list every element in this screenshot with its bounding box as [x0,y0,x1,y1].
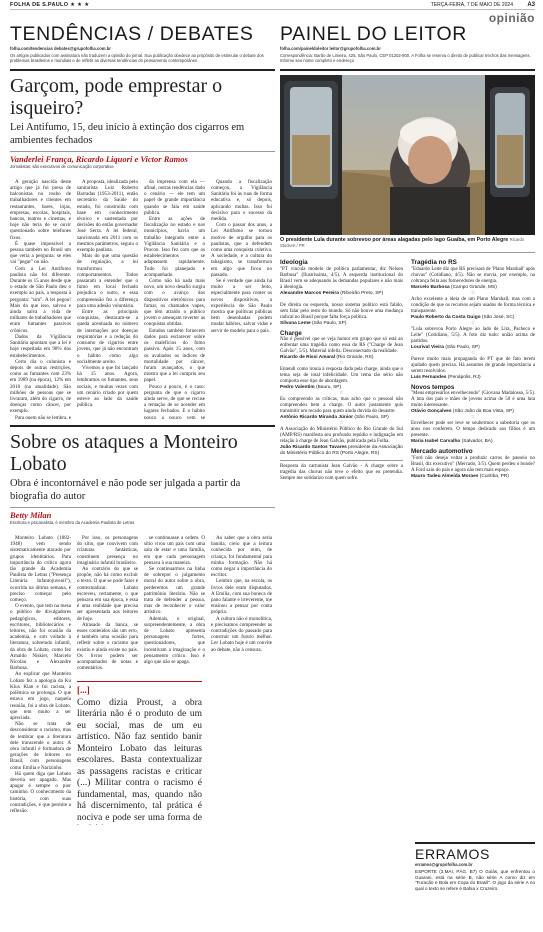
letter: Ideologia "PT vincula modelo de política parlamentar, diz Nelson Barbosa" (Ilustríssima, 4/5). A esquerda institucional do Brasil vem se adequando às demandas populares e não mais à ideologia. Alexandre Marcos Pereira (Ribeirão Preto, SP) [280,259,403,296]
painel-contact[interactable]: folha.com/paineldoleitor leitor@grupofolha.com.br [280,46,381,51]
article-2-title[interactable]: Sobre os ataques a Monteiro Lobato [10,430,238,475]
article-1-col-4: Quando a fiscalização começou, a Vigilância Sanitária foi às ruas de forma educativa e, só depois, aplicando multas. Isso foi decisivo para o sucesso da medida. Com o passar dos anos, a Lei Antifumo se tornou motivo de orgulho para os paulistas, que a defendem como uma conquista coletiva. A sociedade, e a cultura do tabagismo, se transformou em algo que ficou no passado. Se é verdade que ainda há muito a ser feito, especialmente para conter os novos dispositivos, a experiência de São Paulo mostra que políticas públicas bem desenhadas podem mudar hábitos, salvar vidas e servir de modelo para o país. [211,178,272,334]
letter: Parece muito mais propaganda do PT que de fato terem ajudado quem precisa. Há assuntos de grande importância a serem resolvidos. Luís Fernandes (Penápolis, RJ) [411,356,535,380]
letters-grid [280,256,535,776]
photo-caption-text: O presidente Lula durante sobrevoo por áreas alagadas pelo lago Guaíba, em Porto Alegre [280,236,509,243]
photo-credit: Ricardo Stuckert / PR [280,236,525,249]
article-2-col-3: se continuasse a ordem. O sítio virou um país com uma sala de estar e uma família, em que cada personagem pensava à sua maneira. Se continuarmos na linha de sobrepor o julgamento moral do autor sobre a obra, perderemos um grande patrimônio literário. Não se trata de defender a pessoa, mas de reconhecer o valor artístico. Ademais, o original, surpreendentemente, a obra de Lobato apresenta personagens fortes, questionadores, que incentivam a imaginação e o pensamento crítico. Isso é algo que não se apaga. [144,535,205,666]
letter: De direita ou esquerda, nosso sistema político está falido, sem falar pelo resto do mundo. Só não houve uma mudança radical no Brasil porque falta força política. Silvana Leme (São Paulo, SP) [280,302,403,326]
tendencias-column [10,24,275,825]
article-1-bio: Jornalistas; são executivos de comunicação corporativa [10,163,114,169]
letter: Envelhecer pode ser leve se soubermos a sabedoria que os anos nos conferem. O tempo dedicado aos filhos é um presente. Maria Isabel Carvalho (Salvador, BA) [411,421,535,445]
erramos-body: ESPORTE (3.MAI, PÁG. B7) O Goiás, que enfrentou o Guarani, está na série B, não série A como diz em "Furacão e Bola em Copa do Brasil". O jogo da série A no qual o texto se refere é Bahia x Cruzeiro. [415,869,535,891]
article-1-col-3: da imprensa com ela — afinal, outras tendências dado o cenário — ele tem um papel de grande importância quando se fala em saúde pública. Entre as ações de fiscalização no estado e nos municípios, havia um trabalho integrado entre a Vigilância Sanitária e o Procon. Isso fez com que os estabelecimentos se adaptassem rapidamente. Tudo foi planejado e acompanhado. Como não há nada mais novo, um novo desafio surgiu com o avanço dos dispositivos eletrônicos para fumar, os chamados vapes, que têm atraído o público jovem e ameaçam reverter as conquistas obtidas. Estudos também fornecem dados para esclarecer sobre os malefícios do fumo passivo. Após 15 anos, com os avaliados os índices de mortalidade por câncer, foram avançados, o que mostra que a lei cumpriu seu papel. Pouco a pouco, é o caso: pergunta de que o cigarro ainda serve, de que se recuse a tentação de se acender em lugares fechados. E o hábito pouco a pouco vem se [144,178,205,419]
letter: Novos tempos "Meus empresários envelhecendo" (Giovana Madalosso, 5/5). A luta dos pais e mães de jovens acima de 50 é uma luta muito interessante. Otávio Gonçalves (São João da Boa Vista, SP) [411,383,535,415]
star-separator-icon: ☆ [470,320,476,326]
star-separator-icon: ☆ [339,296,344,302]
tendencias-title: TENDÊNCIAS / DEBATES [10,23,254,45]
article-1-authors: Vanderlei França, Ricardo Liquori e Victor Ramos [10,153,188,164]
tendencias-contact[interactable]: folha.com/tendencias debates@grupofolha.com.br [10,46,111,51]
star-separator-icon: ☆ [470,415,476,421]
letter: "Lula sobrevoa Porto Alegre ao lado de Lira, Pacheco e Leite" (Cotidiano, 5/5). A foto diz tudo: união acima de partidos. Lourival Vieira (São Paulo, SP) [411,326,535,350]
news-photo[interactable] [280,75,535,235]
article-2-col-1: Monteiro Lobato (1882-1948) vem sendo sistematicamente atacado por grupos identitários. Para importância do crítico agora tão grande da Academia Paulista de Letras ("Presença Literária Infantojuvenil"), ocorrida na última semana, é preciso começar pelo começo. O evento, que tem na mesa o público de divulgadores pedagógicos, editores, escritores, bibliotecários e leitores, não foi ocasião da academia, e sim voltado à literatura, sobretudo infantil, da obra de Lobato, como fez Arnaldo Niskier, Marcelo Nicolau e Alexandre Barbosa. Ao explicar que Monteiro Lobato fez a apologia da Ku Klux Klan e foi racista, a polêmica se prolonga. O que estava em jogo, naquela reunião, foi a obra de Lobato, que tem muito a ser apreciada. Não se trata de desconsiderar o racismo, mas de lembrar que a literatura dele transcende o autor. A obra infantil é formadora de gerações de leitores no Brasil, com personagens como Emília e Narizinho. Há quem diga que Lobato deveria ser apagado. Mas apagar é sempre o pior caminho. O conhecimento da história, com suas contradições, é que permite a reflexão. [10,535,71,814]
letter: Eu compreendo as críticas, mas acho que o pessoal não compreendeu bem a charge. O autor justamente quis transmitir um recado para quem ainda duvida do desastre. Antônio Ricardo Miranda Júnior (São Paulo, SP) [280,397,403,421]
letter: Acho excelente a ideia de um Plano Marshall, mas com a condição de que os recursos sejam usados de forma técnica e transparente. Paulo Roberto da Costa Guigo (São José, SC) [411,296,535,320]
letter: A Associação do Ministério Público do Rio Grande do Sul (AMP/RS) manifesta seu profundo repúdio e indignação em relação à charge de Jean Galvão, publicada pela Folha. João Ricardo Santos Tavares presidente da Associação do Ministério Público do RS (Porto Alegre, RS) [280,427,403,457]
star-separator-icon: ☆ [470,290,476,296]
article-2-pull-quote: [...] Como dizia Proust, a obra literária não é o produto de um eu social, mas de um eu artístico. Não faz sentido banir Monteiro Lobato das leituras escolares. Basta contextualizar as passagens racistas e criticar (...) Militar contra o racismo é fundamental, mas, quando não há discernimento, tal prática é nociva e pode ser uma forma de [77,681,202,825]
article-2-col-2: Por isso, os personagens do sítio, que convivem com criaturas fantásticas, constituem presença no imaginário infantil brasileiro. Ao contrário do que se propõe, não há como excluir o texto. O que se pode fazer é contextualizar. Lobato escreveu, certamente, o que pensava em sua época, e essa é uma realidade que precisa ser apresentada aos leitores de hoje. Atrasado da banca, se esses conteúdos são um erro, é também uma ocasião para refletir sobre o racismo que existiu e ainda existe no país. Os livros podem ser acompanhados de notas e comentários. [...] Como dizia Proust, a obra literária não é o produto de um eu social, mas de um eu artístico. Não faz sentido banir Monteiro Lobato das leituras escolares. Basta contextualizar as passagens racistas e criticar (...) Militar contra o racismo é fundamental, mas, quando não há discernimento, tal prática é nociva e pode ser uma forma de [77,535,138,825]
letter: Mercado automotivo "Ford não deseja voltar a produzir carros de passeio no Brasil, diz executivo" (Mercado, 3/5). Quem perdeu o bonde? A Ford saiu do país e agora não tem mais espaço. Mauro Tadeu Almeida Moraes (Curitiba, PR) [411,448,535,479]
article-1-dek: Lei Antifumo, 15, deu início à extinção dos cigarros em ambientes fechados [10,121,245,146]
article-1-col-2: A proposta, idealizada pelo sanitarista Luiz Roberto Barradas (1953-2011), então secretário da Saúde do estado, foi construída com base em conhecimento técnico e sustentada por decisões do então governador José Serra. A lei federal, sancionada em 2011 com os mesmos parâmetros, seguiu o exemplo paulista. Mais do que uma questão de regulação, a lei transformou comportamentos. Todos passaram a entender que o fumo em local fechado prejudica o outro, e essa compreensão fez a diferença para uma adesão voluntária. Entre as principais conquistas, destacam-se a queda acentuada no número de internações por doenças respiratórias e a redução do consumo de cigarros entre jovens, que já não encontram o hábito como algo socialmente aceito. Vivemos o que foi lançado há 15 anos. Agora, lembramos os fumantes, seus sociais, e muitas vezes com um cenário criado por quem esteve ao lado da saúde pública. [77,179,138,419]
painel-title: PAINEL DO LEITOR [280,23,467,45]
page-header [10,0,535,10]
painel-note: Correspondência: Barão de Limeira, 425, São Paulo, CEP 01202-900. A Folha se reserva o direito de publicar trechos das mensagens. Informe seu nome completo e endereço [280,53,531,64]
aerial-flood-image [280,75,535,235]
star-separator-icon: ☆ [470,350,476,356]
letter: Charge Não é possível que se veja humor em grupo que só está ao enfrentar uma tragédia como essa do RS ("Charge de Jean Galvão", 5/5). Material infeliz. Desconectado da realidade. Ricardo de Rissi Amaral (Rio Grande, RS) [280,329,403,361]
letter: Entendi como ironia à resposta dada pela charge, ainda que o tema seja de total infelicidade. Um tema tão sério não comporta esse tipo de abordagem. Pedro Valentim (Bauru, SP) [280,367,403,391]
issue-date: TERÇA-FEIRA, 7 DE MAIO DE 2024 [430,2,513,8]
star-separator-icon: ☆ [339,361,344,367]
letter: Tragédia no RS "Eduardo Leite diz que RS precisará de 'Plano Marshall' após chuvas" (Cotidiano, 4/5). Não se movia, por exemplo, na cobrança feita aos fornecedores de energia. Marcelo Barbosa (Campo Grande, MS) [411,259,535,290]
star-separator-icon: ☆ [339,391,344,397]
article-1-col-1: A geração nascida deste artigo que já foi presa de balconistas no roubo de trabalhadores e clientes em restaurantes, bares, lojas, empresas, escolas, hospitais, bancos, teatros e cinemas, e hoje não teria de se ouvir questionado sobre telefones fixos. É quase impossível a pessoa também no Brasil um que veria a pergunta: se eles vai "pegar" ou não. Com a Lei Antifumo paulista não foi diferente. Durante os 15 anos desde que o estado de São Paulo deu o exemplo ao país, a resposta à pergunta: "sim". A lei pegou! Mais do que isso, salvou e ainda salva a vida de milhares de trabalhadores que eram fumantes passivos crônicos. Dados da Vigilância Sanitária apontam que a lei é hoje respeitada em 98% dos estabelecimentos. Certo dia o colunista e depois de outras restrições, como as fumantes com 23% em 1989 (na época), 12% em 2010 (na atualidade). São milhões de pessoas que se livraram, além do cigarro, de doenças como câncer, por exemplo. Para quem não se lembra, e [10,178,72,419]
article-2-bio: Escritora e psicanalista, é membro da Academia Paulista de Letras [10,519,135,525]
photo-caption [280,237,535,250]
star-separator-icon: ☆ [339,421,344,427]
erramos-contact[interactable]: erramos@grupofolha.com.br [415,862,473,867]
letters-right [411,256,535,776]
article-2-author: Betty Milan [10,509,52,520]
article-2 [10,431,275,825]
erramos-title: ERRAMOS [415,846,490,862]
painel-column [280,24,535,776]
letter: Resposta do cartunista Jean Galvão - A charge sobre a tragédia das chuvas não teve o efeito que eu pretendia. Sempre me solidarizo com quem sofre. [280,464,403,482]
article-2-col-4: Ao saber que a obra seria banida, creio que a leitura conhecida por mim, de criança, foi fundamental para minha formação. Não há como negar a importância do escritor. Lembro que, na escola, os livros dele eram disputados. A Emília, com sua boneca de pano falante e irreverente, me ensinou a pensar por conta própria. A cultura não é monolítica, e precisamos compreender as contradições do passado para construir um futuro melhor. Ler Lobato hoje é um convite ao debate, não à censura. [211,535,272,653]
quote-mark-icon: [...] [77,685,90,696]
letters-left [280,256,403,776]
page-number: A3 [527,2,535,8]
tendencias-note: Os artigos publicados com assinatura não traduzem a opinião do jornal. Sua publicação obedece ao propósito de estimular o debate dos problemas brasileiros e mundiais e de refletir as diversas tendências do pensamento contemporâneo [10,53,264,64]
erramos-box [415,842,535,892]
article-1 [10,75,275,419]
article-2-dek: Obra é incontornável e não pode ser julgada a partir da biografia do autor [10,477,241,502]
article-1-title[interactable]: Garçom, pode emprestar o isqueiro? [10,74,223,119]
newspaper-logo: FOLHA DE S.PAULO ★ ★ ★ [10,2,90,8]
section-label: opinião [488,11,535,25]
